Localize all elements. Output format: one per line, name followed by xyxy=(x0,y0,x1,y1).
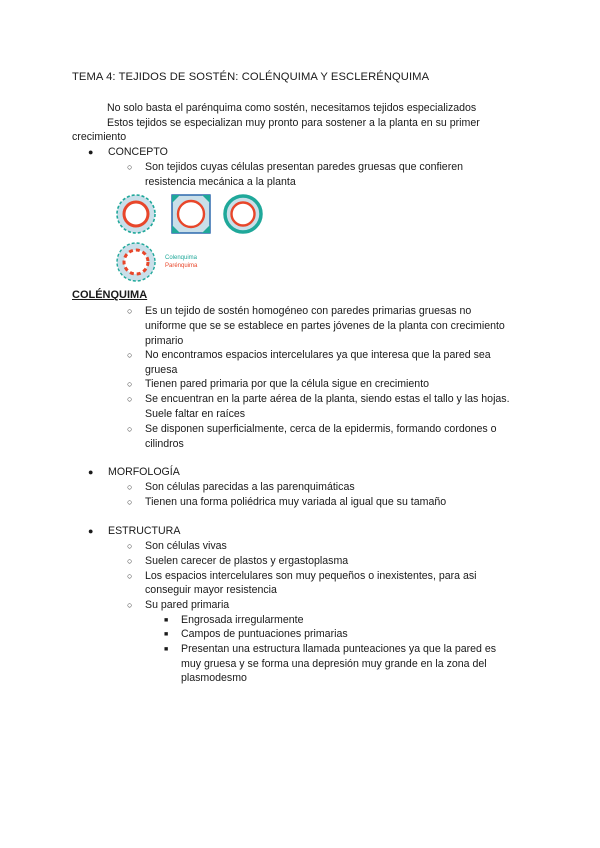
pared-item-3-line-3: plasmodesmo xyxy=(181,672,247,684)
estructura-item-2: Suelen carecer de plastos y ergastoplasma xyxy=(145,555,349,567)
colenquima-item-1-line-2: uniforme que se se establece en partes jóvenes de la planta con crecimiento xyxy=(145,320,505,332)
page-title: TEMA 4: TEJIDOS DE SOSTÉN: COLÉNQUIMA Y ESCLERÉNQUIMA xyxy=(72,71,430,83)
colenquima-heading: COLÉNQUIMA xyxy=(72,289,148,301)
colenquima-item-2-line-2: gruesa xyxy=(145,364,178,376)
legend-parenquima: Parénquima xyxy=(165,263,198,269)
bullet-hollow-icon: ○ xyxy=(127,482,133,492)
bullet-hollow-icon: ○ xyxy=(127,600,133,610)
bullet-hollow-icon: ○ xyxy=(127,497,133,507)
colenquima-item-1-line-3: primario xyxy=(145,335,184,347)
colenquima-item-5-line-1: Se disponen superficialmente, cerca de la epidermis, formando cordones o xyxy=(145,423,497,435)
cell-diagram-4 xyxy=(117,243,155,281)
estructura-item-1: Son células vivas xyxy=(145,540,227,552)
morfologia-item-2: Tienen una forma poliédrica muy variada al igual que su tamaño xyxy=(145,496,447,508)
concepto-item-line-1: Son tejidos cuyas células presentan paredes gruesas que confieren xyxy=(145,161,464,173)
pared-item-2: Campos de puntuaciones primarias xyxy=(181,628,348,640)
bullet-square-icon: ■ xyxy=(164,646,169,653)
cell-diagram-1 xyxy=(117,195,155,233)
bullet-hollow-icon: ○ xyxy=(127,162,133,172)
bullet-square-icon: ■ xyxy=(164,617,169,624)
estructura-item-3-line-2: conseguir mayor resistencia xyxy=(145,584,277,596)
intro-line-1: No solo basta el parénquima como sostén, necesitamos tejidos especializados xyxy=(107,102,477,114)
bullet-filled-icon: ● xyxy=(88,526,94,536)
bullet-hollow-icon: ○ xyxy=(127,541,133,551)
bullet-hollow-icon: ○ xyxy=(127,556,133,566)
bullet-hollow-icon: ○ xyxy=(127,424,133,434)
pared-item-1: Engrosada irregularmente xyxy=(181,614,304,626)
bullet-filled-icon: ● xyxy=(88,147,94,157)
bullet-square-icon: ■ xyxy=(164,631,169,638)
colenquima-item-2-line-1: No encontramos espacios intercelulares ya que interesa que la pared sea xyxy=(145,349,491,361)
colenquima-item-4-line-2: Suele faltar en raíces xyxy=(145,408,246,420)
bullet-filled-icon: ● xyxy=(88,467,94,477)
cell-diagram-2 xyxy=(172,195,210,233)
colenquima-item-4-line-1: Se encuentran en la parte aérea de la planta, siendo estas el tallo y las hojas. xyxy=(145,393,510,405)
bullet-hollow-icon: ○ xyxy=(127,394,133,404)
bullet-hollow-icon: ○ xyxy=(127,571,133,581)
colenquima-item-1-line-1: Es un tejido de sostén homogéneo con paredes primarias gruesas no xyxy=(145,305,472,317)
estructura-heading: ESTRUCTURA xyxy=(108,525,181,537)
colenquima-item-5-line-2: cilindros xyxy=(145,438,184,450)
bullet-hollow-icon: ○ xyxy=(127,350,133,360)
pared-item-3-line-1: Presentan una estructura llamada punteaciones ya que la pared es xyxy=(181,643,497,655)
intro-line-3: crecimiento xyxy=(72,131,127,143)
morfologia-item-1: Son células parecidas a las parenquimáticas xyxy=(145,481,355,493)
cell-wall-diagram xyxy=(114,192,274,284)
bullet-hollow-icon: ○ xyxy=(127,306,133,316)
morfologia-heading: MORFOLOGÍA xyxy=(108,466,180,478)
concepto-item-line-2: resistencia mecánica a la planta xyxy=(145,176,296,188)
cell-diagram-3 xyxy=(225,196,261,232)
pared-item-3-line-2: muy gruesa y se forma una depresión muy grande en la zona del xyxy=(181,658,487,670)
estructura-item-4: Su pared primaria xyxy=(145,599,230,611)
estructura-item-3-line-1: Los espacios intercelulares son muy pequeños o inexistentes, para asi xyxy=(145,570,477,582)
intro-line-2: Estos tejidos se especializan muy pronto para sostener a la planta en su primer xyxy=(107,117,480,129)
colenquima-item-3-line-1: Tienen pared primaria por que la célula sigue en crecimiento xyxy=(145,378,430,390)
bullet-hollow-icon: ○ xyxy=(127,379,133,389)
concepto-heading: CONCEPTO xyxy=(108,146,168,158)
legend-colenquima: Colenquima xyxy=(165,255,198,261)
